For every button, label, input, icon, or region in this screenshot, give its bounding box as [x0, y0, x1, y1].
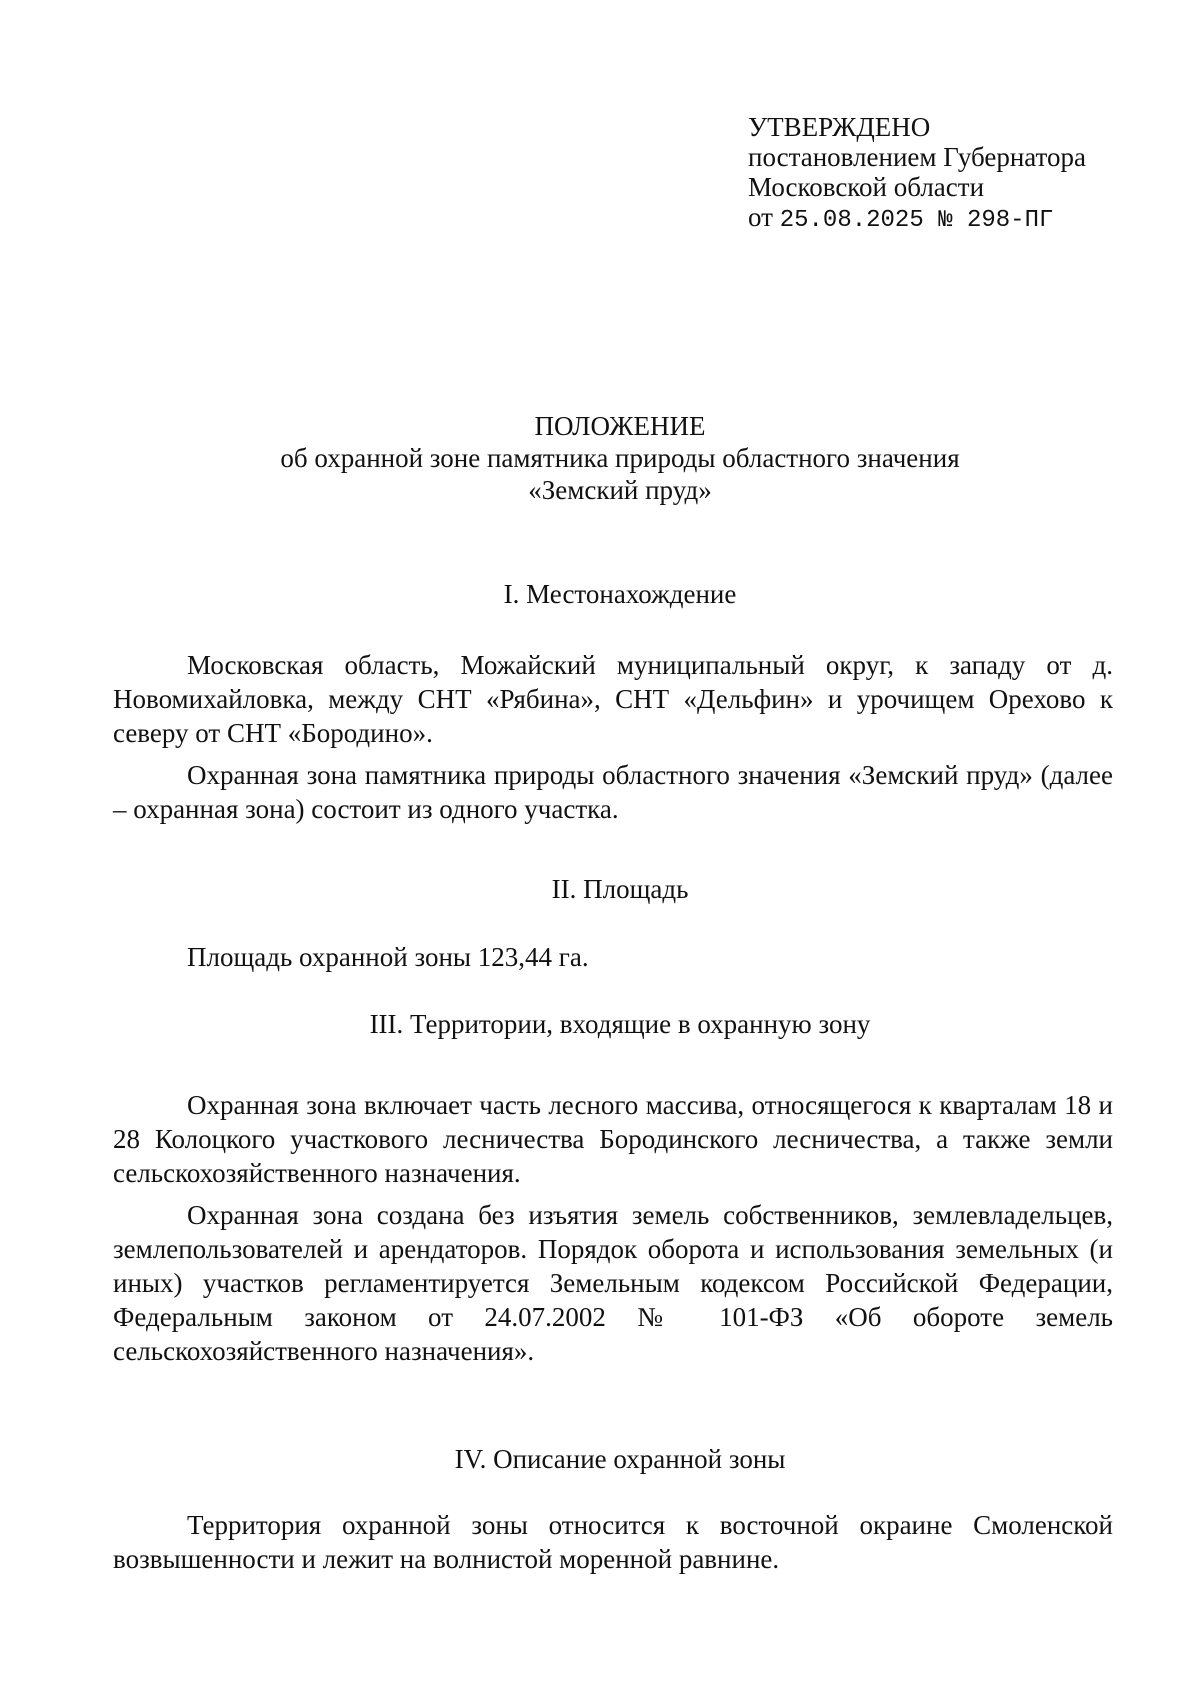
approval-line-2: Московской области	[748, 172, 985, 202]
description-paragraph-1: Территория охранной зоны относится к восточной окраине Смоленской возвышенности и лежит на волнистой моренной равнине.	[113, 1510, 1113, 1574]
approval-number-prefix: №	[923, 207, 967, 234]
approval-date: 25.08.2025	[779, 207, 924, 234]
approval-date-line	[748, 202, 1086, 236]
location-paragraph-2: Охранная зона памятника природы областного значения «Земский пруд» (далее – охранная зона) состоит из одного участка.	[113, 760, 1113, 824]
section-heading-description: IV. Описание охранной зоны	[454, 1444, 786, 1474]
approval-line-1: постановлением Губернатора	[748, 142, 1086, 172]
territories-paragraph-1: Охранная зона включает часть лесного массива, относящегося к кварталам 18 и 28 Колоцкого участкового лесничества Бородинского лесничества, а также земли сельскохозяйственного назначения.	[113, 1090, 1113, 1188]
section-heading-territories: III. Территории, входящие в охранную зону	[369, 1009, 871, 1039]
document-title	[0, 410, 1200, 506]
approval-number: 298-ПГ	[966, 207, 1054, 234]
approval-stamp	[748, 112, 1086, 236]
approval-date-prefix: от	[748, 202, 780, 232]
location-paragraph-1: Московская область, Можайский муниципальный округ, к западу от д. Новомихайловка, между СНТ «Рябина», СНТ «Дельфин» и урочищем Орехово к северу от СНТ «Бородино».	[113, 650, 1113, 748]
approval-heading: УТВЕРЖДЕНО	[748, 112, 931, 142]
section-heading-area: II. Площадь	[551, 874, 689, 904]
title-main: ПОЛОЖЕНИЕ	[534, 411, 706, 441]
area-paragraph-1: Площадь охранной зоны 123,44 га.	[187, 942, 589, 972]
territories-paragraph-2: Охранная зона создана без изъятия земель собственников, землевладельцев, землепользователей и арендаторов. Порядок оборота и использования земельных (и иных) участков регламентируется Земельным кодексом Российской Федерации, Федеральным законом от 24.07.2002 № 101-ФЗ «Об обороте земель сельскохозяйственного назначения».	[113, 1200, 1113, 1366]
title-line-1: об охранной зоне памятника природы областного значения	[280, 443, 960, 473]
section-heading-location: I. Местонахождение	[503, 579, 737, 609]
title-line-2: «Земский пруд»	[528, 475, 712, 505]
